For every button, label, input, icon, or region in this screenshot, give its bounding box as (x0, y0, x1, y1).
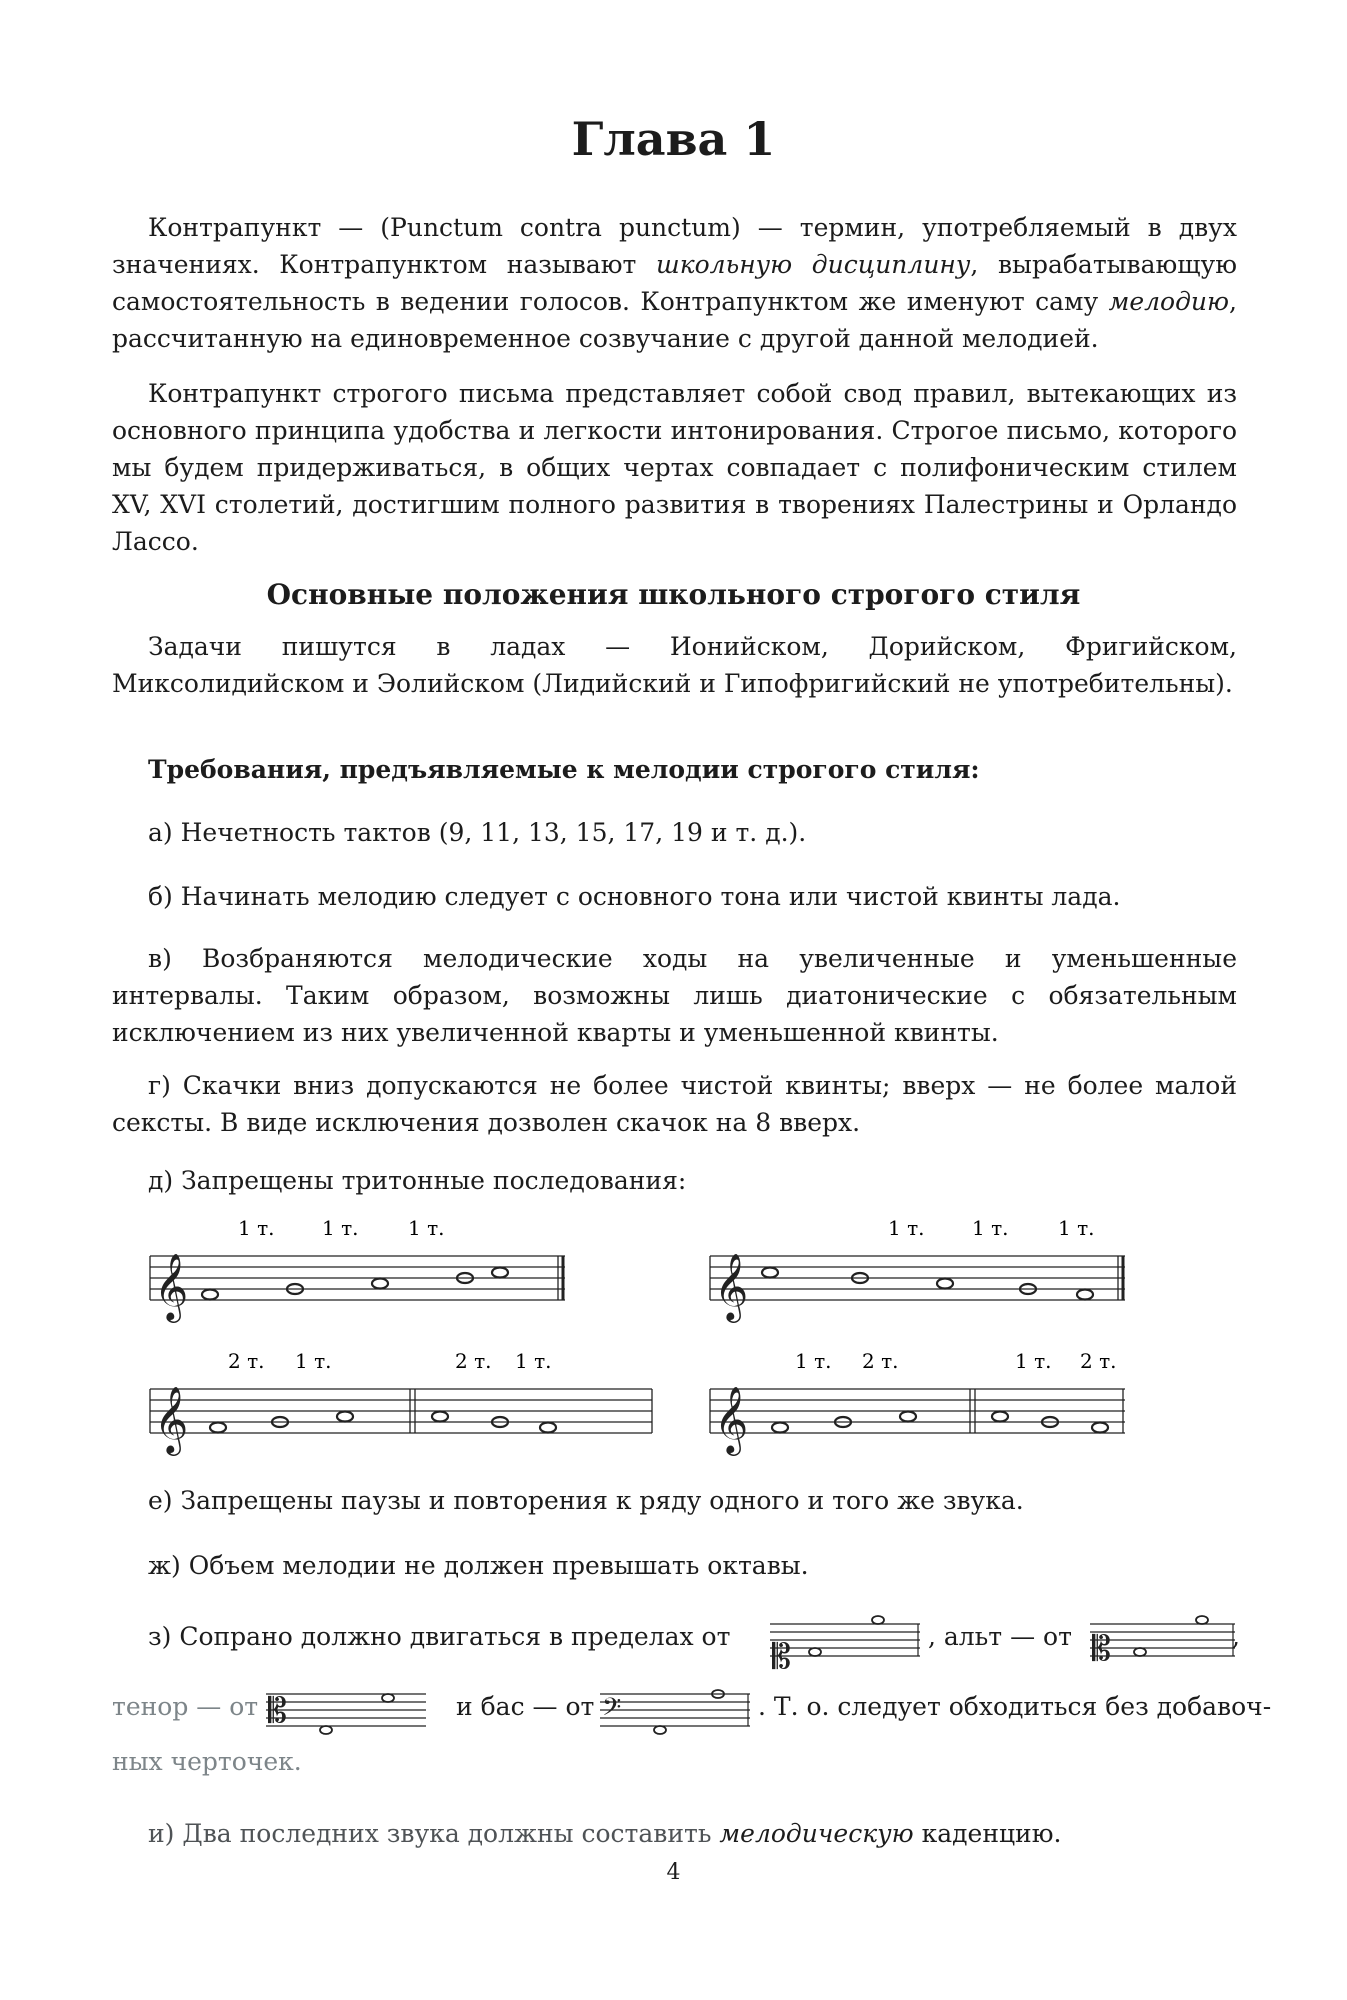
tone-label: 1 т. (1015, 1349, 1052, 1373)
tone-label: 1 т. (322, 1216, 359, 1240)
tone-label: 2 т. (228, 1349, 265, 1373)
page-number: 4 (666, 1860, 681, 1885)
tone-label: 1 т. (1058, 1216, 1095, 1240)
item-z-text-g: ных черточек. (112, 1747, 302, 1776)
requirements-heading: Требования, предъявляемые к мелодии строгого стиля: (148, 755, 980, 784)
c-clef-icon: 𝄡 (268, 1691, 287, 1731)
item-i-emphasis: мелодическую (719, 1819, 914, 1848)
item-d: д) Запрещены тритонные последования: (148, 1166, 687, 1195)
tone-label: 1 т. (295, 1349, 332, 1373)
treble-clef-icon: 𝄞 (154, 1252, 189, 1320)
intro-p1-text-c: , рассчитанную на единовременное созвучание с другой данной мелодией. (112, 287, 1237, 353)
tone-label: 2 т. (862, 1349, 899, 1373)
section-title: Основные положения школьного строгого стиля (266, 578, 1081, 611)
bass-clef-icon: 𝄢 (602, 1693, 622, 1728)
tone-label: 1 т. (515, 1349, 552, 1373)
tone-label: 1 т. (972, 1216, 1009, 1240)
item-g: г) Скачки вниз допускаются не более чистой квинты; вверх — не более малой сексты. В виде исключения дозволен скачок на 8 вверх. (112, 1071, 1237, 1137)
intro-p1-emphasis-2: мелодию (1108, 287, 1230, 316)
soprano-range-staff (770, 1610, 920, 1677)
intro-p1-emphasis-1: школьную дисциплину (656, 250, 971, 279)
alto-range-staff (1090, 1610, 1240, 1670)
staff-end-barline (650, 1389, 662, 1435)
intro-p1-text-a: Контрапункт — (Punctum contra punctum) — термин, употребляемый в двух значениях. Контрапунктом называют (112, 213, 1237, 279)
item-b: б) Начинать мелодию следует с основного тона или чистой квинты лада. (148, 882, 1121, 911)
item-z-text-f: . Т. о. следует обходиться без добавоч- (758, 1692, 1272, 1721)
item-i (112, 1815, 1237, 1852)
tritone-example-4 (710, 1343, 1130, 1453)
modes-paragraph: Задачи пишутся в ладах — Ионийском, Дорийском, Фригийском, Миксолидийском и Эолийском (Лидийский и Гипофригийский не употребительны). (112, 632, 1237, 698)
item-a: а) Нечетность тактов (9, 11, 13, 15, 17, 19 и т. д.). (148, 818, 807, 847)
item-e: е) Запрещены паузы и повторения к ряду одного и того же звука. (148, 1486, 1024, 1515)
tone-label: 1 т. (888, 1216, 925, 1240)
tone-label: 1 т. (795, 1349, 832, 1373)
treble-clef-icon: 𝄞 (714, 1252, 749, 1320)
item-zh: ж) Объем мелодии не должен превышать октавы. (148, 1551, 809, 1580)
item-z-text-c: , (1232, 1622, 1240, 1651)
bass-range-staff (600, 1680, 755, 1740)
notes (762, 1268, 1093, 1300)
item-v: в) Возбраняются мелодические ходы на увеличенные и уменьшенные интервалы. Таким образом, возможны лишь диатонические с обязательным исключением из них увеличенной кварты и уменьшенной квинты. (112, 944, 1237, 1047)
c-clef-icon: 𝄡 (772, 1637, 791, 1677)
tone-label: 2 т. (455, 1349, 492, 1373)
tenor-range-staff (266, 1680, 426, 1740)
treble-clef-icon: 𝄞 (714, 1385, 749, 1453)
intro-paragraph-1 (112, 209, 1237, 357)
item-i-text-a: и) Два последних звука должны составить (148, 1819, 720, 1848)
item-z-text-d: тенор — от (112, 1692, 259, 1721)
tritone-example-3 (150, 1343, 570, 1453)
tritone-example-1 (150, 1210, 570, 1320)
item-z-text-e: и бас — от (456, 1692, 595, 1721)
tritone-example-2 (710, 1210, 1130, 1320)
intro-p1-text-b: , вырабатывающую самостоятельность в ведении голосов. Контрапунктом же именуют саму (112, 250, 1238, 316)
tone-label: 1 т. (408, 1216, 445, 1240)
c-clef-icon: 𝄡 (1092, 1629, 1111, 1669)
item-i-text-b: каденцию. (913, 1819, 1062, 1848)
item-z-text-a: з) Сопрано должно двигаться в пределах от (148, 1622, 731, 1651)
notes (202, 1268, 508, 1300)
chapter-title: Глава 1 (571, 112, 776, 166)
treble-clef-icon: 𝄞 (154, 1385, 189, 1453)
intro-paragraph-2: Контрапункт строгого письма представляет собой свод правил, вытекающих из основного принципа удобства и легкости интонирования. Строгое письмо, которого мы будем придерживаться, в общих чертах совпадает с полифоническим стилем XV, XVI столетий, достигшим полного развития в творениях Палестрины и Орландо Лассо. (112, 379, 1237, 556)
tone-label: 1 т. (238, 1216, 275, 1240)
tone-label: 2 т. (1080, 1349, 1117, 1373)
item-z-text-b: , альт — от (928, 1622, 1072, 1651)
